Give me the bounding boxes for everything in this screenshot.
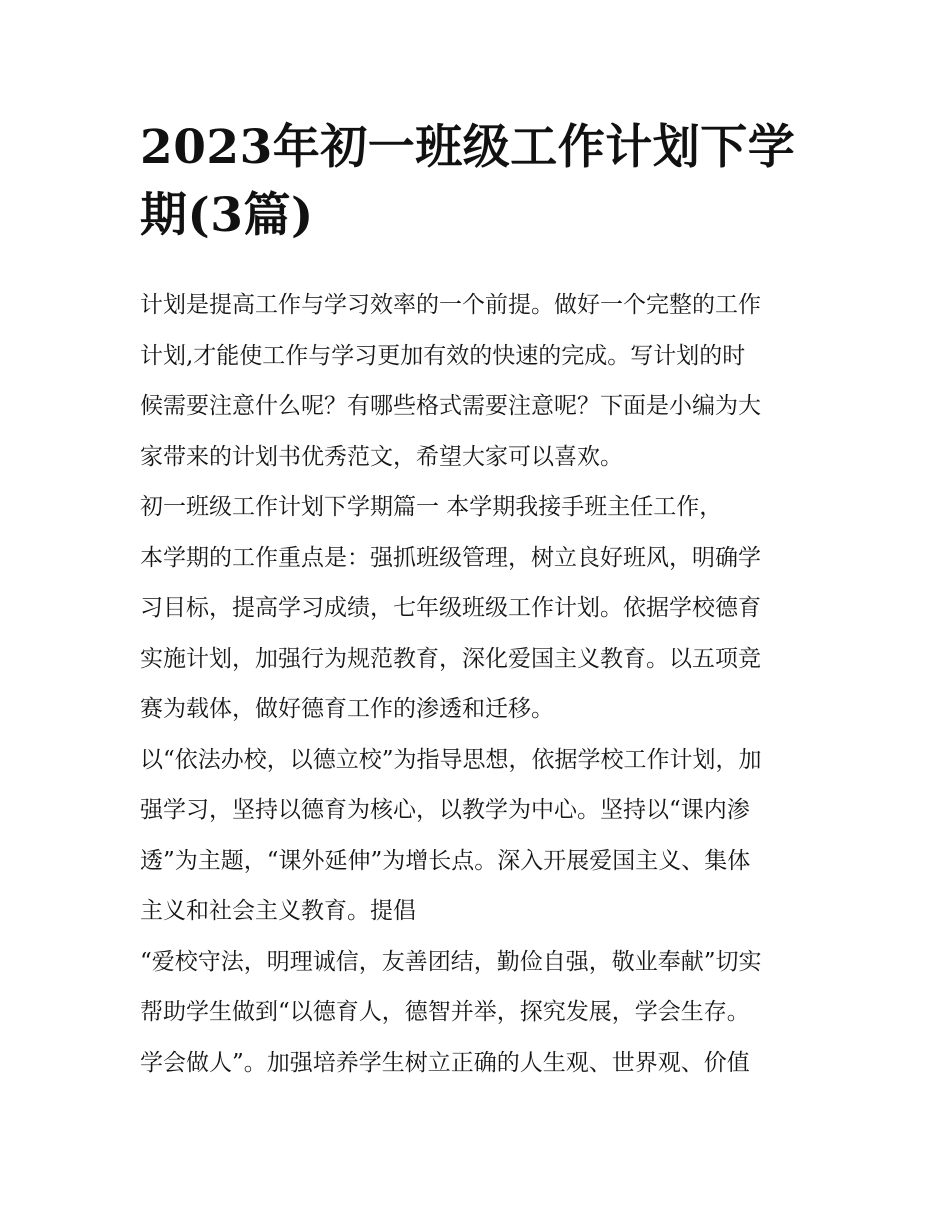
text-line: “爱校守法，明理诚信，友善团结，勤俭自强，敬业奉献”切实 — [140, 948, 762, 975]
title-line: 2023年初一班级工作计划下学 — [140, 120, 796, 175]
text-line: 初一班级工作计划下学期篇一 本学期我接手班主任工作， — [140, 494, 723, 520]
text-line: 以“依法办校，以德立校”为指导思想，依据学校工作计划，加 — [140, 746, 762, 773]
text-line: 计划是提高工作与学习效率的一个前提。做好一个完整的工作 — [140, 292, 761, 318]
title-line: 期(3篇) — [140, 188, 314, 243]
text-line: 家带来的计划书优秀范文，希望大家可以喜欢。 — [140, 443, 623, 470]
document-title — [140, 114, 820, 250]
text-line: 实施计划，加强行为规范教育，深化爱国主义教育。以五项竞 — [140, 645, 761, 672]
text-line: 习目标，提高学习成绩，七年级班级工作计划。依据学校德育 — [140, 595, 761, 621]
text-line: 主义和社会主义教育。提倡 — [140, 898, 416, 924]
text-line: 候需要注意什么呢？有哪些格式需要注意呢？下面是小编为大 — [140, 393, 761, 419]
text-line: 计划,才能使工作与学习更加有效的快速的完成。写计划的时 — [140, 342, 746, 369]
document-body — [140, 280, 820, 1088]
text-line: 赛为载体，做好德育工作的渗透和迁移。 — [140, 696, 554, 722]
text-line: 透”为主题，“课外延伸”为增长点。深入开展爱国主义、集体 — [140, 847, 751, 874]
text-line: 强学习，坚持以德育为核心，以教学为中心。坚持以“课内渗 — [140, 797, 750, 823]
text-line: 本学期的工作重点是：强抓班级管理，树立良好班风，明确学 — [140, 544, 761, 571]
text-line: 学会做人”。加强培养学生树立正确的人生观、世界观、价值 — [140, 1049, 750, 1076]
text-line: 帮助学生做到“以德育人，德智并举，探究发展，学会生存。 — [140, 999, 750, 1025]
